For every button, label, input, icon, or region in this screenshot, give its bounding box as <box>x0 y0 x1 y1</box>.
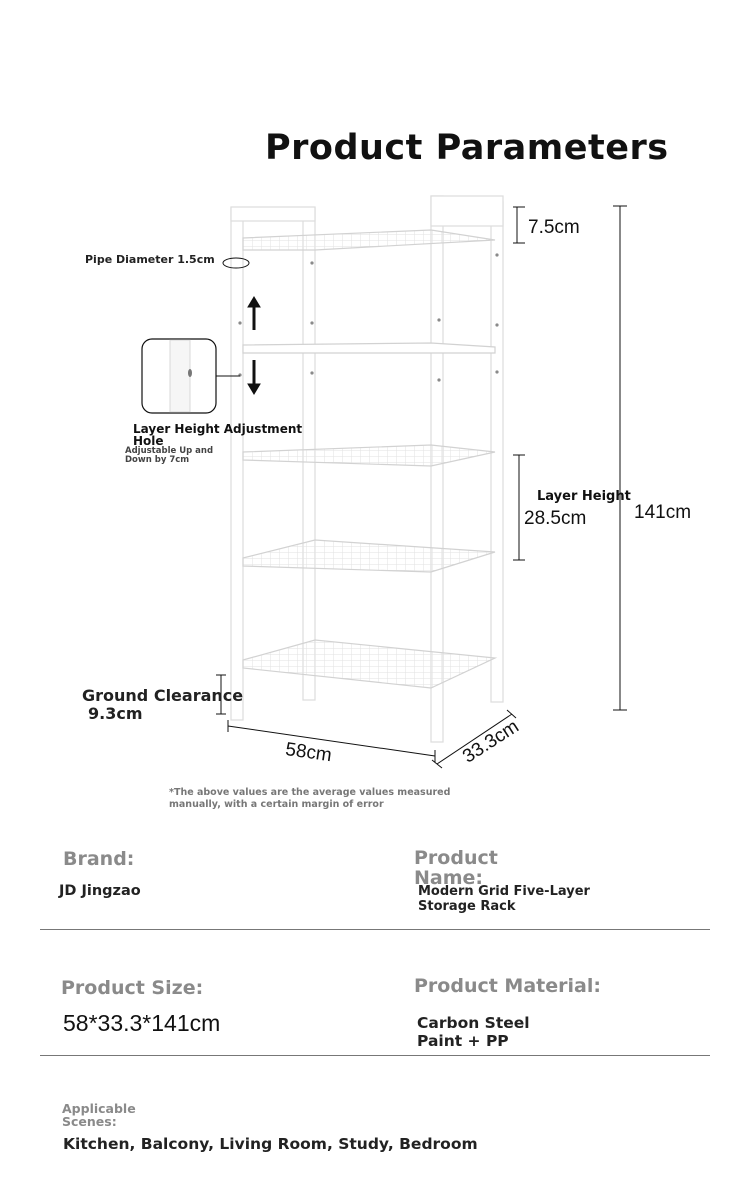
pipe-diameter-label: Pipe Diameter 1.5cm <box>85 253 215 266</box>
depth-value: 33.3cm <box>459 716 523 768</box>
product-size-value: 58*33.3*141cm <box>63 1010 221 1036</box>
ground-clearance-value: 9.3cm <box>88 704 143 723</box>
width-value: 58cm <box>284 739 334 767</box>
adjust-hole-label: Layer Height Adjustment Hole <box>133 422 303 448</box>
divider <box>40 929 710 930</box>
product-material-value: Carbon Steel Paint + PP <box>417 1014 530 1050</box>
product-material-label: Product Material: <box>414 975 601 997</box>
shelves <box>243 230 495 688</box>
total-height-bracket <box>613 206 627 710</box>
applicable-scenes-value: Kitchen, Balcony, Living Room, Study, Bedroom <box>63 1135 478 1153</box>
ground-clearance-label: Ground Clearance <box>82 686 244 705</box>
page-title: Product Parameters <box>265 128 669 168</box>
brand-value: JD Jingzao <box>59 883 141 899</box>
divider <box>40 1055 710 1056</box>
top-height-value: 7.5cm <box>528 217 580 238</box>
product-name-value: Modern Grid Five-Layer Storage Rack <box>418 884 590 914</box>
adjust-note: Adjustable Up and Down by 7cm <box>125 446 214 465</box>
top-height-bracket <box>513 207 525 243</box>
product-name-label: Product Name: <box>414 847 498 889</box>
product-size-label: Product Size: <box>61 977 204 999</box>
total-height-value: 141cm <box>634 502 692 523</box>
adjustment-holes <box>238 253 498 381</box>
layer-height-label: Layer Height <box>537 489 631 504</box>
brand-label: Brand: <box>63 848 135 870</box>
hole-closeup <box>142 339 240 413</box>
layer-height-value: 28.5cm <box>524 508 587 529</box>
footnote: *The above values are the average values measured manually, with a certain margin of error <box>169 787 451 810</box>
applicable-scenes-label: Applicable Scenes: <box>62 1101 136 1129</box>
